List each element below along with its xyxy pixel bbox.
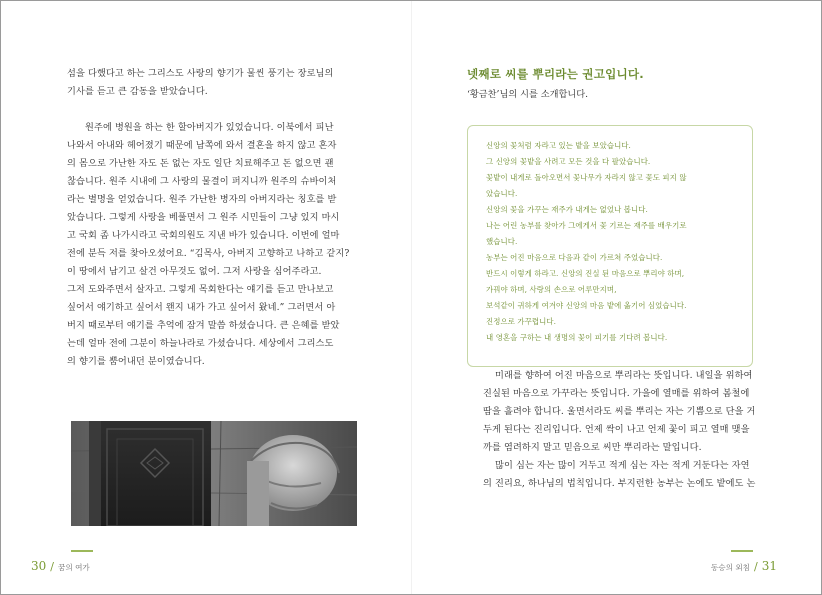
poem-line: 신앙의 꽃을 가꾸는 재주가 내게는 없었나 봅니다. — [486, 205, 648, 214]
text-line: 의 몸으로 가난한 자도 돈 없는 자도 일단 치료해주고 돈 없으면 괜 — [67, 158, 334, 169]
folio-rule — [731, 550, 753, 552]
poem-line: 그 신앙의 꽃밭을 사려고 모든 것을 다 팔았습니다. — [486, 157, 651, 166]
text-line: 그저 도와주면서 살자고. 그렇게 목회한다는 얘기를 듣고 만나보고 — [67, 284, 334, 295]
poem-box — [467, 125, 753, 367]
section-heading: 넷째로 씨를 뿌리라는 권고입니다. — [467, 67, 644, 81]
text-line: 많이 심는 자는 많이 거두고 적게 심는 자는 적게 거둔다는 자연 — [495, 460, 750, 471]
poem-line: 진정으로 가꾸렵니다. — [486, 317, 557, 326]
folio-separator: / — [50, 560, 54, 573]
poem-lines — [468, 126, 752, 346]
left-paragraph-1 — [67, 65, 357, 101]
poem-line: 내 영혼을 구하는 내 생명의 꽃이 피기를 기다려 봅니다. — [486, 333, 668, 342]
text-line: 의 진리요, 하나님의 법칙입니다. 부지런한 농부는 논에도 밭에도 논 — [483, 478, 756, 489]
poem-line: 았습니다. — [486, 189, 518, 198]
folio-separator: / — [754, 560, 758, 573]
page-number: 30 — [31, 559, 47, 573]
text-line: 두게 된다는 진리입니다. 언제 싹이 나고 언제 꽃이 피고 열매 맺을 — [483, 424, 750, 435]
poem-line: 가꿔야 하며, 사랑의 손으로 어루만지며, — [486, 285, 617, 294]
poem-line: 보석같이 귀하게 여겨야 신앙의 마음 밭에 옮기어 심었습니다. — [486, 301, 687, 310]
left-page-body — [67, 65, 357, 371]
text-line: 전에 분득 저를 찾아오셨어요. “김목사, 아버지 고향하고 나하고 같지? — [67, 248, 350, 259]
poem-line: 반드시 이렇게 하라고. 신앙의 진실 된 마음으로 뿌리야 하며, — [486, 269, 685, 278]
text-line: 기사를 듣고 큰 감동을 받았습니다. — [67, 86, 208, 97]
running-title: 꿈의 여가 — [58, 563, 90, 572]
text-line: 까를 염려하지 말고 믿음으로 씨만 뿌리라는 말입니다. — [483, 442, 702, 453]
right-page-body — [483, 367, 769, 493]
right-folio — [711, 555, 777, 574]
text-line: 원주에 병원을 하는 한 할아버지가 있었습니다. 이북에서 피난 — [85, 122, 334, 133]
text-line: 고 국회 좀 나가시라고 국회의원도 지낸 바가 있습니다. 이번에 얼마 — [67, 230, 340, 241]
folio-rule — [71, 550, 93, 552]
text-line: 나와서 아내와 헤어졌기 때문에 남쪽에 와서 결혼을 하지 않고 혼자 — [67, 140, 337, 151]
text-line: 미래를 향하여 어진 마음으로 뿌리라는 뜻입니다. 내일을 위하여 — [495, 370, 753, 381]
text-line: 이 땅에서 남기고 살건 아무것도 없어. 그저 사랑을 심어주라고. — [67, 266, 322, 277]
text-line: 땀을 흘려야 합니다. 울면서라도 씨를 뿌리는 자는 기쁨으로 단을 거 — [483, 406, 756, 417]
running-title: 동승의 외침 — [710, 563, 750, 572]
right-page-header — [467, 65, 763, 104]
text-line: 버지 때로부터 얘기를 추억에 잠겨 말씀 하셨습니다. 큰 은혜를 받았 — [67, 320, 340, 331]
text-line: 섬을 다했다고 하는 그리스도 사랑의 향기가 물씬 풍기는 장로님의 — [67, 68, 334, 79]
text-line: 의 향기를 뿜어내던 분이였습니다. — [67, 356, 205, 367]
spread-gutter — [411, 1, 412, 594]
left-folio — [31, 555, 90, 574]
poem-line: 신앙의 꽃처럼 자라고 있는 밭을 보았습니다. — [486, 141, 632, 150]
poem-line: 농부는 어진 마음으로 다음과 같이 가르쳐 주었습니다. — [486, 253, 663, 262]
right-paragraph-1 — [483, 367, 769, 493]
text-line: 찮습니다. 원주 시내에 그 사랑의 물결이 퍼지니까 원주의 슈바이처 — [67, 176, 337, 187]
bible-and-praying-hands-image — [71, 421, 357, 526]
poem-line: 했습니다. — [486, 237, 518, 246]
poem-line: 꽃밭이 내게로 돌아오면서 꽃나무가 자라지 않고 꽃도 피지 않 — [486, 173, 687, 182]
left-paragraph-2 — [67, 119, 357, 371]
text-line: 싶어서 얘기하고 싶어서 왠지 내가 가고 싶어서 왔네.” 그러면서 아 — [67, 302, 336, 313]
text-line: 았습니다. 그렇게 사랑을 베풀면서 그 원주 시민들이 그냥 있지 마시 — [67, 212, 340, 223]
poem-line: 나는 어린 농부를 찾아가 그에게서 꽃 기르는 재주를 배우기로 — [486, 221, 687, 230]
text-line: 라는 별명을 얻었습니다. 원주 가난한 병자의 아버지라는 칭호를 받 — [67, 194, 337, 205]
text-line: 는데 얼마 전에 그분이 하늘나라로 가셨습니다. 세상에서 그리스도 — [67, 338, 334, 349]
page-number: 31 — [761, 559, 777, 573]
section-subheading: ‘황금찬’님의 시를 소개합니다. — [467, 89, 589, 100]
text-line: 진실된 마음으로 가꾸라는 뜻입니다. 가을에 열매를 위하여 봄철에 — [483, 388, 750, 399]
